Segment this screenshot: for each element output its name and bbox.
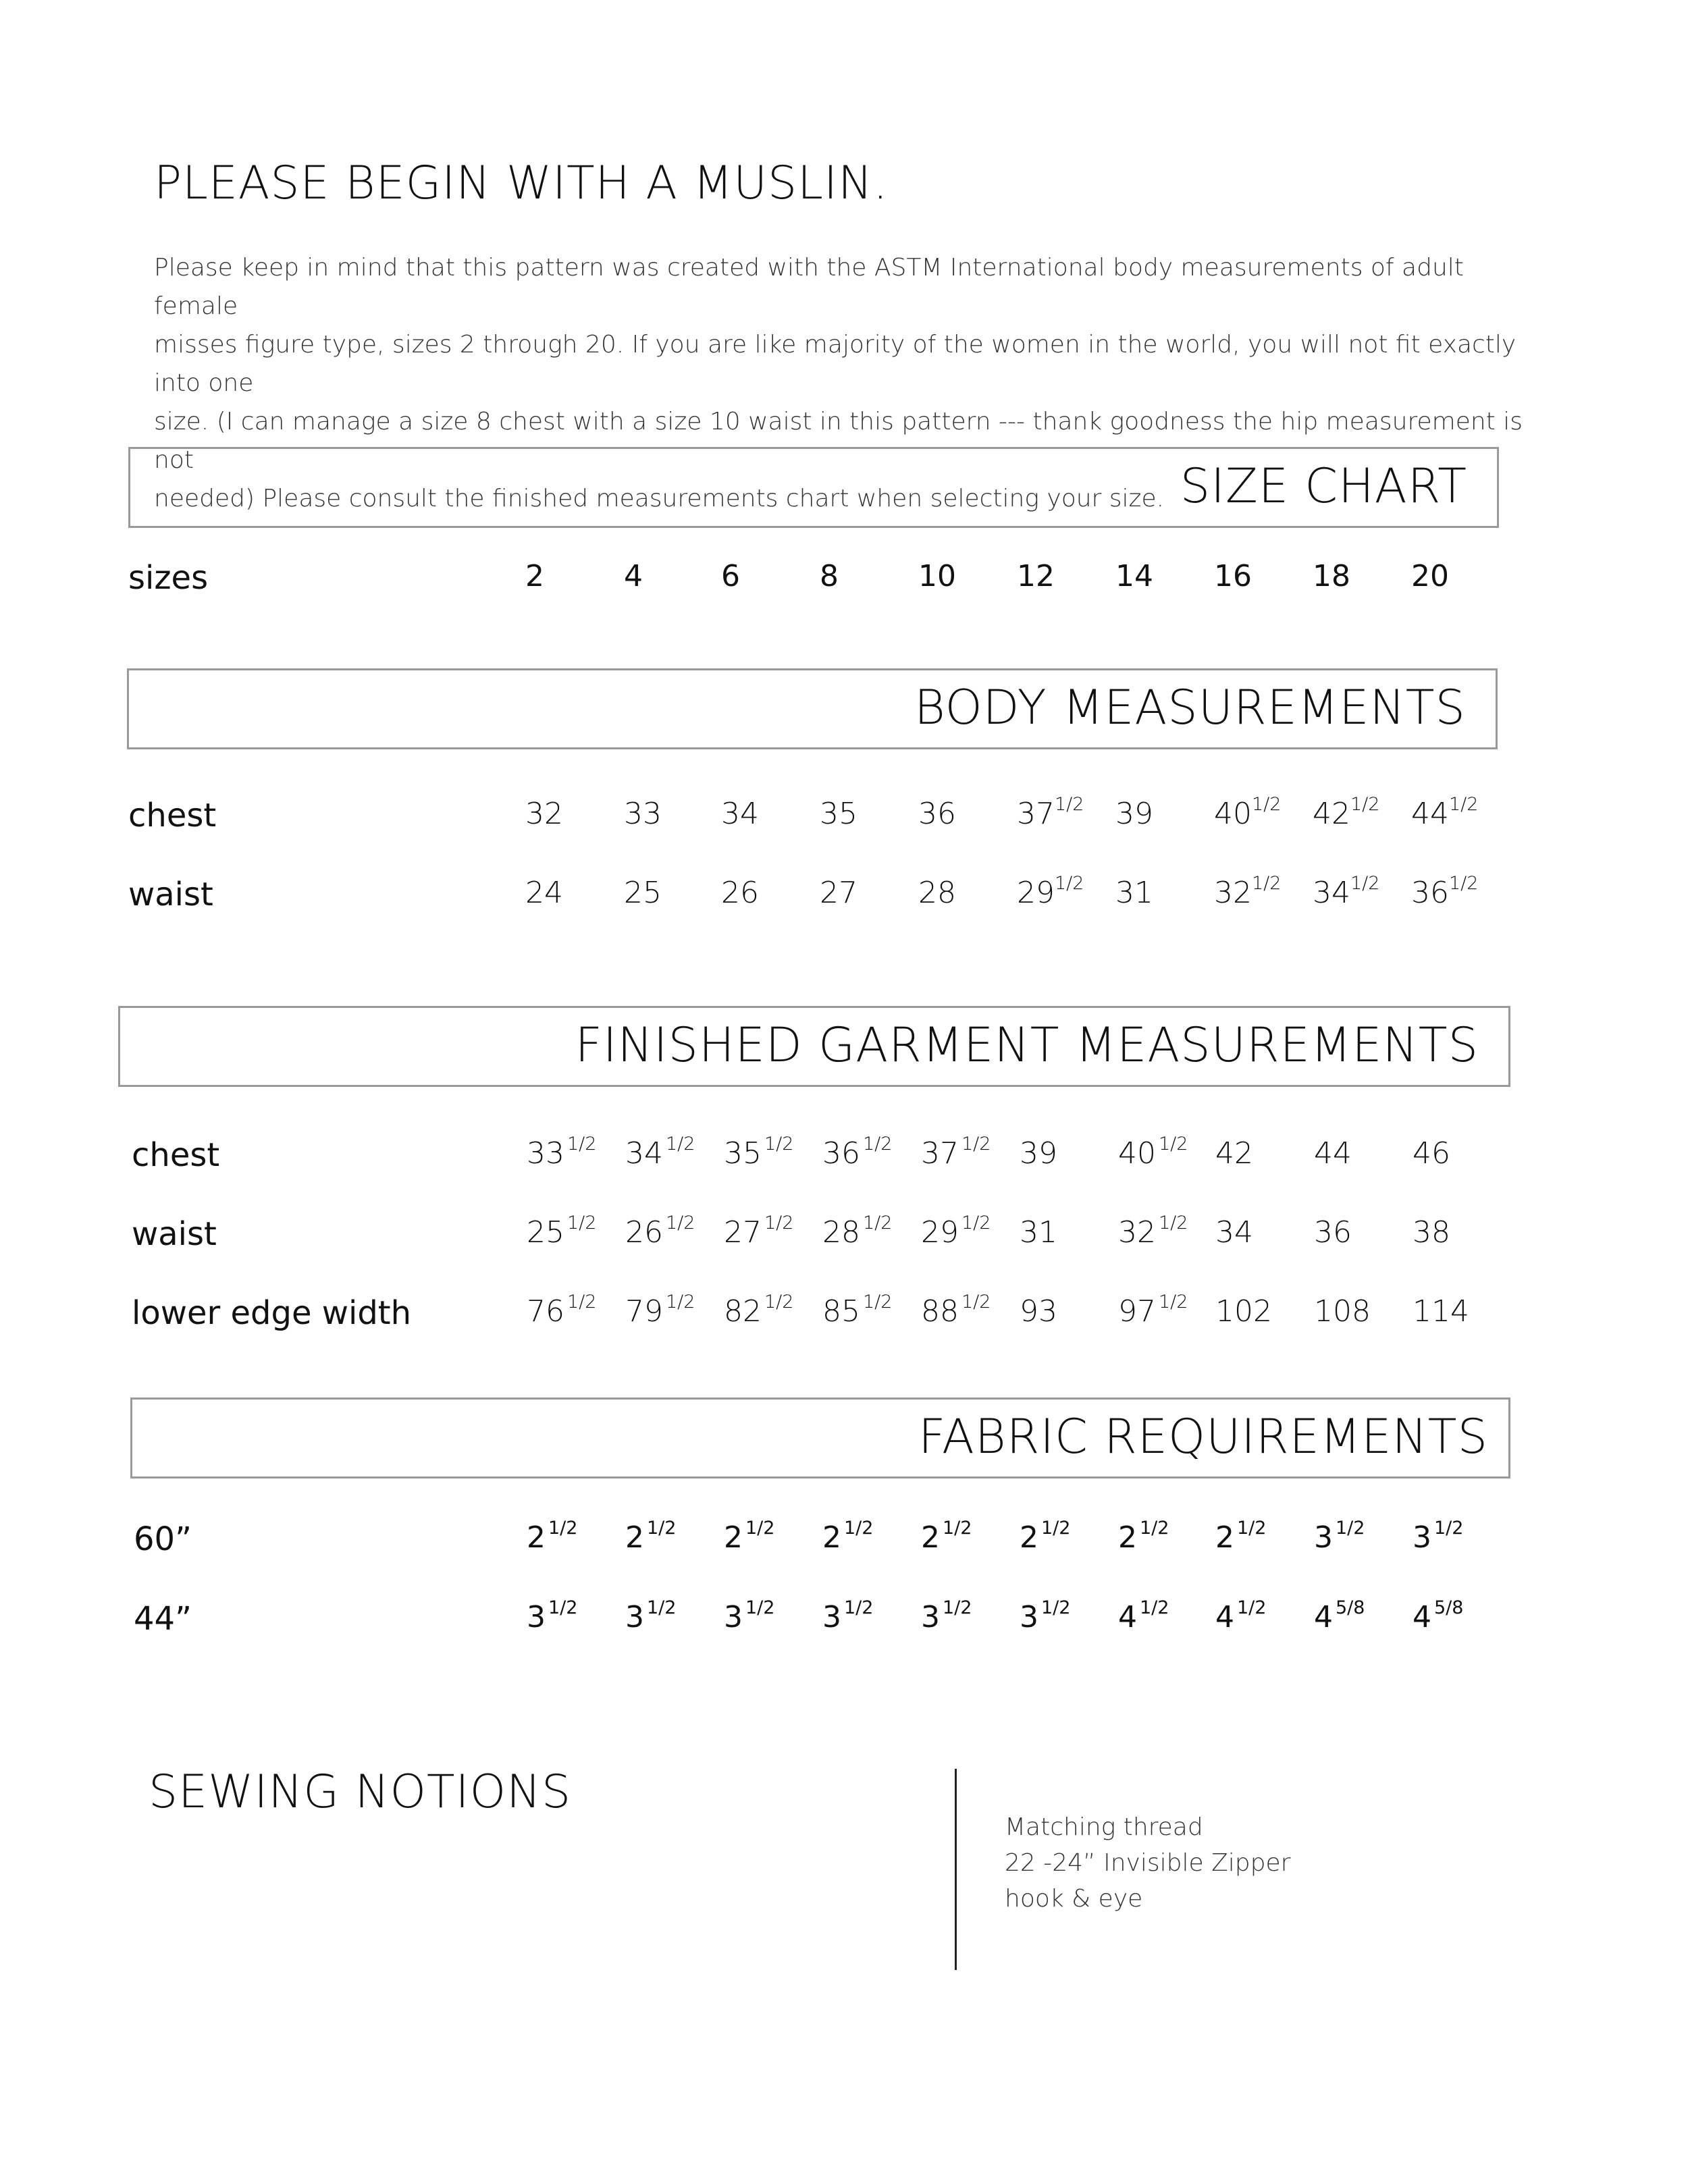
value-cell — [1215, 1136, 1253, 1171]
value-fraction: 1/2 — [764, 1134, 794, 1155]
value-number: 3 — [822, 1600, 841, 1634]
value-cell — [1118, 1291, 1188, 1329]
value-number: 31 — [1115, 876, 1153, 910]
value-cell — [822, 1291, 893, 1329]
value-number: 39 — [1115, 797, 1153, 831]
value-fraction: 1/2 — [1237, 1597, 1267, 1619]
value-cell — [527, 1291, 597, 1329]
body-measurements-header — [127, 668, 1498, 749]
value-fraction: 1/2 — [961, 1291, 991, 1313]
value-cell — [1215, 1215, 1253, 1250]
value-number: 97 — [1118, 1294, 1156, 1329]
row-label: chest — [128, 797, 217, 834]
value-number: 28 — [822, 1215, 860, 1250]
value-number: 32 — [525, 797, 563, 831]
value-cell — [820, 876, 858, 910]
size-value: 2 — [525, 559, 544, 593]
value-fraction: 1/2 — [1350, 873, 1380, 895]
value-number: 4 — [1215, 1600, 1234, 1634]
fabric-60-row — [0, 1520, 1688, 1568]
row-label: chest — [132, 1136, 220, 1174]
value-number: 29 — [921, 1215, 959, 1250]
value-cell — [1017, 873, 1084, 910]
value-number: 2 — [527, 1520, 546, 1555]
value-fraction: 1/2 — [1449, 873, 1479, 895]
value-number: 44 — [1411, 797, 1449, 831]
value-fraction: 1/2 — [1140, 1518, 1169, 1539]
intro-line: needed) Please consult the finished measurements chart when selecting your size. — [154, 485, 1165, 512]
value-fraction: 1/2 — [844, 1518, 874, 1539]
value-number: 46 — [1413, 1136, 1450, 1171]
value-cell — [1413, 1215, 1450, 1250]
value-cell — [527, 1215, 596, 1250]
value-number: 76 — [527, 1294, 564, 1329]
value-number: 85 — [822, 1294, 860, 1329]
value-cell — [724, 1291, 794, 1329]
value-fraction: 1/2 — [1041, 1518, 1071, 1539]
value-number: 3 — [527, 1600, 546, 1634]
notion-item: 22 -24” Invisible Zipper — [1005, 1849, 1291, 1877]
fabric-requirements-heading: FABRIC REQUIREMENTS — [918, 1409, 1488, 1464]
notions-list — [1005, 1809, 1290, 1917]
value-fraction: 1/2 — [1140, 1597, 1169, 1619]
value-number: 36 — [822, 1136, 860, 1171]
value-cell — [822, 1136, 892, 1171]
value-number: 2 — [625, 1520, 644, 1555]
value-cell — [1118, 1520, 1169, 1555]
value-cell — [525, 797, 563, 831]
value-cell — [1118, 1136, 1188, 1171]
value-cell — [820, 797, 858, 831]
value-number: 33 — [624, 797, 662, 831]
value-cell — [525, 876, 563, 910]
value-number: 34 — [625, 1136, 663, 1171]
size-value: 16 — [1214, 559, 1252, 593]
value-fraction: 1/2 — [548, 1597, 578, 1619]
value-fraction: 1/2 — [666, 1213, 695, 1234]
value-number: 37 — [1017, 797, 1055, 831]
value-cell — [822, 1215, 892, 1250]
value-cell — [1314, 1215, 1352, 1250]
value-fraction: 1/2 — [567, 1213, 597, 1234]
value-number: 35 — [724, 1136, 762, 1171]
sizes-label: sizes — [128, 559, 209, 597]
value-number: 26 — [721, 876, 759, 910]
value-fraction: 1/2 — [764, 1291, 794, 1313]
value-cell — [1411, 873, 1479, 910]
size-value: 12 — [1017, 559, 1055, 593]
row-label: 44” — [134, 1600, 192, 1638]
value-number: 25 — [527, 1215, 564, 1250]
value-number: 27 — [820, 876, 858, 910]
value-cell — [1115, 876, 1153, 910]
value-number: 82 — [724, 1294, 762, 1329]
value-fraction: 1/2 — [666, 1134, 695, 1155]
value-cell — [527, 1597, 578, 1634]
value-fraction: 1/2 — [1237, 1518, 1267, 1539]
value-fraction: 1/2 — [764, 1213, 794, 1234]
value-number: 34 — [721, 797, 759, 831]
value-cell — [1314, 1597, 1365, 1634]
size-chart-header — [128, 447, 1499, 528]
value-cell — [1020, 1597, 1071, 1634]
value-cell — [921, 1215, 991, 1250]
value-number: 2 — [724, 1520, 743, 1555]
value-cell — [1215, 1597, 1267, 1634]
size-value: 6 — [721, 559, 740, 593]
value-cell — [1314, 1294, 1371, 1329]
value-cell — [724, 1215, 793, 1250]
value-number: 36 — [1411, 876, 1449, 910]
value-fraction: 1/2 — [1159, 1291, 1188, 1313]
value-cell — [1214, 794, 1282, 831]
value-cell — [1313, 794, 1380, 831]
value-fraction: 1/2 — [844, 1597, 874, 1619]
value-fraction: 1/2 — [1041, 1597, 1071, 1619]
value-number: 40 — [1118, 1136, 1156, 1171]
value-number: 3 — [921, 1600, 940, 1634]
value-number: 32 — [1214, 876, 1252, 910]
value-cell — [1314, 1520, 1365, 1555]
value-cell — [625, 1597, 677, 1634]
value-number: 114 — [1413, 1294, 1469, 1329]
value-number: 4 — [1118, 1600, 1137, 1634]
value-fraction: 1/2 — [647, 1518, 677, 1539]
page-title: PLEASE BEGIN WITH A MUSLIN. — [154, 157, 889, 210]
value-fraction: 1/2 — [863, 1213, 893, 1234]
value-number: 2 — [822, 1520, 841, 1555]
size-value: 8 — [820, 559, 839, 593]
value-cell — [625, 1136, 695, 1171]
value-number: 2 — [1215, 1520, 1234, 1555]
value-number: 27 — [724, 1215, 762, 1250]
value-cell — [918, 876, 956, 910]
value-cell — [625, 1291, 695, 1329]
notions-divider — [955, 1769, 957, 1970]
row-label: waist — [128, 876, 213, 913]
value-cell — [1314, 1136, 1352, 1171]
value-number: 40 — [1214, 797, 1252, 831]
value-number: 79 — [625, 1294, 663, 1329]
value-cell — [1020, 1294, 1057, 1329]
value-number: 37 — [921, 1136, 959, 1171]
value-cell — [624, 797, 662, 831]
sizes-row — [0, 559, 1688, 606]
value-cell — [1313, 873, 1380, 910]
value-fraction: 1/2 — [1449, 794, 1479, 816]
value-cell — [1214, 873, 1282, 910]
value-number: 42 — [1313, 797, 1350, 831]
value-number: 26 — [625, 1215, 663, 1250]
value-number: 3 — [1413, 1520, 1431, 1555]
fabric-44-row — [0, 1597, 1688, 1647]
value-fraction: 1/2 — [548, 1518, 578, 1539]
value-number: 3 — [1314, 1520, 1333, 1555]
intro-line: size. (I can manage a size 8 chest with a size 10 waist in this pattern --- thank goodness the hip measurement is not — [154, 408, 1523, 474]
value-cell — [1215, 1520, 1266, 1555]
value-cell — [1215, 1294, 1272, 1329]
value-fraction: 1/2 — [1434, 1518, 1464, 1539]
value-cell — [527, 1520, 577, 1555]
body-measurements-heading: BODY MEASUREMENTS — [914, 680, 1466, 735]
finished-garment-heading: FINISHED GARMENT MEASUREMENTS — [575, 1017, 1479, 1073]
value-fraction: 1/2 — [863, 1291, 893, 1313]
fabric-requirements-header — [130, 1397, 1510, 1479]
value-fraction: 1/2 — [1055, 794, 1084, 816]
intro-line: misses figure type, sizes 2 through 20. If you are like majority of the women in the world, you will not fit exactly into one — [154, 331, 1516, 397]
size-value: 14 — [1115, 559, 1153, 593]
value-cell — [724, 1136, 793, 1171]
value-number: 36 — [1314, 1215, 1352, 1250]
value-number: 2 — [1118, 1520, 1137, 1555]
finished-chest-row — [0, 1136, 1688, 1183]
value-fraction: 1/2 — [1350, 794, 1380, 816]
finished-lower-edge-row — [0, 1291, 1688, 1341]
value-number: 28 — [918, 876, 956, 910]
value-number: 25 — [624, 876, 662, 910]
value-cell — [1020, 1136, 1057, 1171]
intro-line: Please keep in mind that this pattern was created with the ASTM International body measurements of adult female — [154, 254, 1464, 320]
value-number: 31 — [1020, 1215, 1057, 1250]
size-value: 10 — [918, 559, 956, 593]
value-cell — [1020, 1520, 1070, 1555]
value-fraction: 1/2 — [1252, 873, 1282, 895]
size-value: 18 — [1313, 559, 1350, 593]
value-number: 93 — [1020, 1294, 1057, 1329]
value-number: 29 — [1017, 876, 1055, 910]
value-cell — [724, 1520, 774, 1555]
notion-item: Matching thread — [1005, 1813, 1203, 1841]
value-number: 4 — [1413, 1600, 1431, 1634]
value-cell — [625, 1520, 676, 1555]
value-cell — [721, 876, 759, 910]
value-cell — [1413, 1136, 1450, 1171]
value-fraction: 1/2 — [961, 1213, 991, 1234]
value-cell — [918, 797, 956, 831]
value-number: 2 — [1020, 1520, 1038, 1555]
value-fraction: 1/2 — [943, 1518, 972, 1539]
value-cell — [1020, 1215, 1057, 1250]
value-cell — [625, 1215, 695, 1250]
value-cell — [624, 876, 662, 910]
value-number: 3 — [625, 1600, 644, 1634]
value-number: 38 — [1413, 1215, 1450, 1250]
value-number: 32 — [1118, 1215, 1156, 1250]
value-cell — [921, 1520, 972, 1555]
value-cell — [921, 1597, 972, 1634]
value-fraction: 1/2 — [961, 1134, 991, 1155]
value-cell — [527, 1136, 596, 1171]
value-fraction: 1/2 — [647, 1597, 677, 1619]
row-label: 60” — [134, 1520, 192, 1558]
value-number: 36 — [918, 797, 956, 831]
value-fraction: 1/2 — [1252, 794, 1282, 816]
body-chest-row — [0, 794, 1688, 844]
value-fraction: 1/2 — [567, 1291, 597, 1313]
value-fraction: 1/2 — [745, 1518, 775, 1539]
finished-garment-header — [118, 1006, 1510, 1087]
value-number: 3 — [1020, 1600, 1038, 1634]
value-cell — [1115, 797, 1153, 831]
value-number: 33 — [527, 1136, 564, 1171]
value-cell — [724, 1597, 775, 1634]
value-cell — [921, 1291, 991, 1329]
value-number: 4 — [1314, 1600, 1333, 1634]
value-fraction: 1/2 — [1159, 1213, 1188, 1234]
value-number: 108 — [1314, 1294, 1371, 1329]
value-fraction: 1/2 — [745, 1597, 775, 1619]
finished-waist-row — [0, 1215, 1688, 1262]
notion-item: hook & eye — [1005, 1885, 1143, 1913]
value-cell — [822, 1597, 874, 1634]
value-cell — [1118, 1215, 1188, 1250]
value-cell — [1413, 1520, 1463, 1555]
value-number: 39 — [1020, 1136, 1057, 1171]
value-number: 35 — [820, 797, 858, 831]
value-fraction: 1/2 — [1159, 1134, 1188, 1155]
value-number: 34 — [1313, 876, 1350, 910]
value-cell — [1118, 1597, 1169, 1634]
size-chart-heading: SIZE CHART — [1180, 458, 1467, 514]
value-fraction: 1/2 — [1055, 873, 1084, 895]
value-cell — [921, 1136, 991, 1171]
size-value: 20 — [1411, 559, 1449, 593]
row-label: lower edge width — [132, 1294, 412, 1332]
size-value: 4 — [624, 559, 643, 593]
sewing-notions-heading: SEWING NOTIONS — [149, 1765, 572, 1819]
value-number: 42 — [1215, 1136, 1253, 1171]
value-fraction: 5/8 — [1434, 1597, 1464, 1619]
value-fraction: 1/2 — [666, 1291, 695, 1313]
value-cell — [721, 797, 759, 831]
value-fraction: 1/2 — [943, 1597, 972, 1619]
value-number: 3 — [724, 1600, 743, 1634]
value-number: 2 — [921, 1520, 940, 1555]
value-cell — [822, 1520, 873, 1555]
value-fraction: 1/2 — [863, 1134, 893, 1155]
value-cell — [1411, 794, 1479, 831]
value-fraction: 1/2 — [567, 1134, 597, 1155]
value-cell — [1413, 1294, 1469, 1329]
value-number: 24 — [525, 876, 563, 910]
value-cell — [1413, 1597, 1464, 1634]
value-number: 44 — [1314, 1136, 1352, 1171]
value-fraction: 5/8 — [1336, 1597, 1365, 1619]
value-fraction: 1/2 — [1336, 1518, 1365, 1539]
body-waist-row — [0, 873, 1688, 923]
value-number: 102 — [1215, 1294, 1272, 1329]
value-number: 88 — [921, 1294, 959, 1329]
value-number: 34 — [1215, 1215, 1253, 1250]
row-label: waist — [132, 1215, 217, 1253]
value-cell — [1017, 794, 1084, 831]
